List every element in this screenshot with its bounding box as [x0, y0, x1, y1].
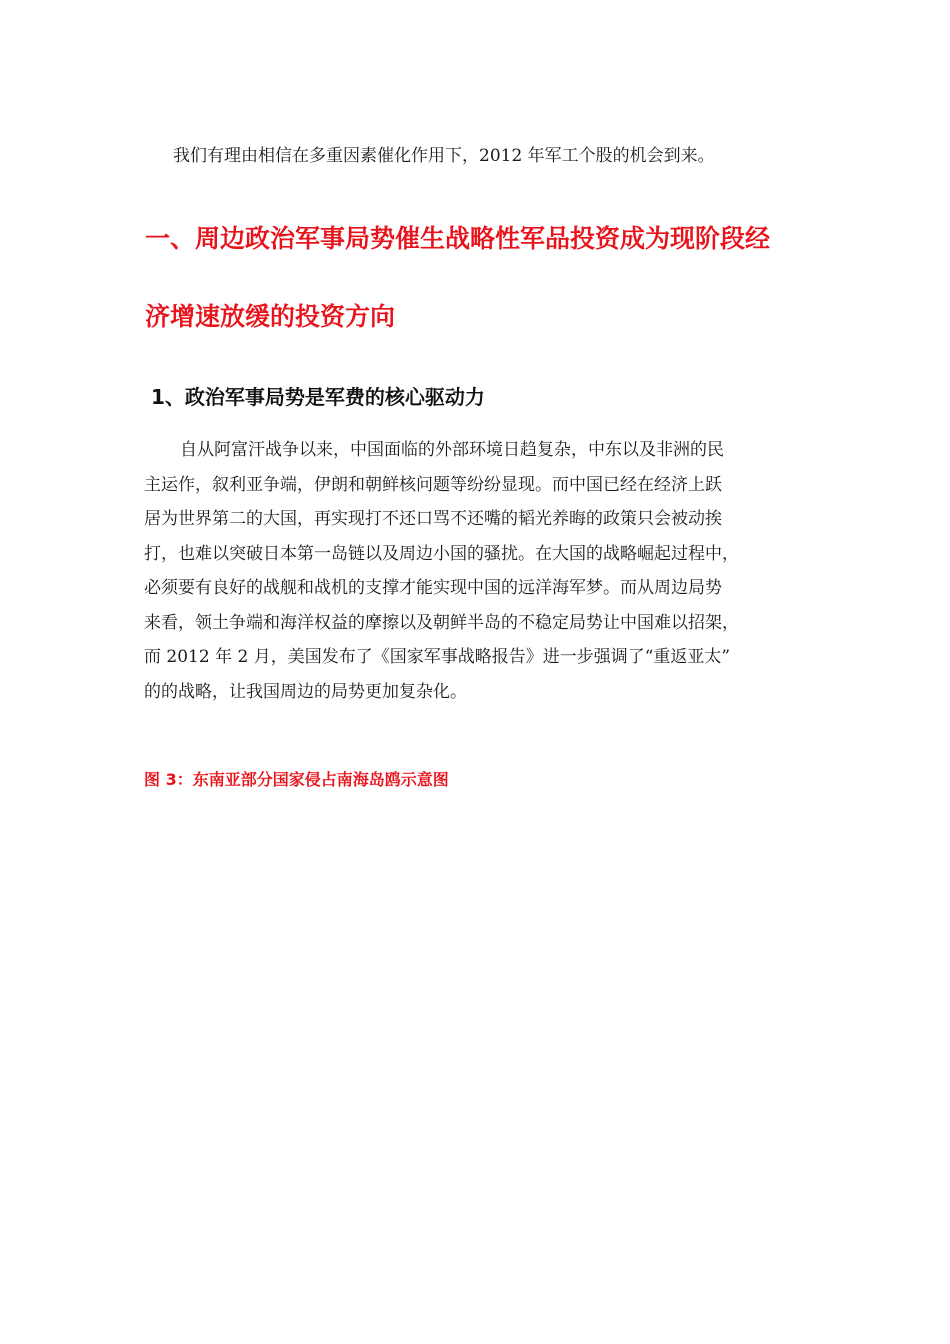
body-paragraph: [144, 433, 812, 709]
paragraph-line-2: 主运作，叙利亚争端，伊朗和朝鲜核问题等纷纷显现。而中国已经在经济上跃: [144, 474, 722, 495]
paragraph-line-8: 的的战略，让我国周边的局势更加复杂化。: [144, 681, 467, 702]
intro-sentence: 我们有理由相信在多重因素催化作用下，2012 年军工个股的机会到来。: [173, 146, 715, 166]
paragraph-line-4: 打，也难以突破日本第一岛链以及周边小国的骚扰。在大国的战略崛起过程中，: [144, 543, 739, 564]
subsection-heading: 1、政治军事局势是军费的核心驱动力: [151, 385, 485, 409]
paragraph-line-5: 必须要有良好的战舰和战机的支撑才能实现中国的远洋海军梦。而从周边局势: [144, 578, 722, 598]
paragraph-line-3: 居为世界第二的大国，再实现打不还口骂不还嘴的韬光养晦的政策只会被动挨: [144, 509, 722, 529]
figure-caption: 图 3：东南亚部分国家侵占南海岛鸥示意图: [144, 770, 449, 789]
paragraph-line-6: 来看，领土争端和海洋权益的摩擦以及朝鲜半岛的不稳定局势让中国难以招架，: [144, 612, 739, 633]
section-heading: [145, 200, 825, 356]
section-heading-line-2: 济增速放缓的投资方向: [145, 302, 396, 331]
paragraph-line-7: 而 2012 年 2 月，美国发布了《国家军事战略报告》进一步强调了“重返亚太”: [144, 647, 731, 667]
paragraph-line-1: 自从阿富汗战争以来，中国面临的外部环境日趋复杂，中东以及非洲的民: [180, 440, 724, 460]
section-heading-line-1: 一、周边政治军事局势催生战略性军品投资成为现阶段经: [145, 224, 771, 253]
